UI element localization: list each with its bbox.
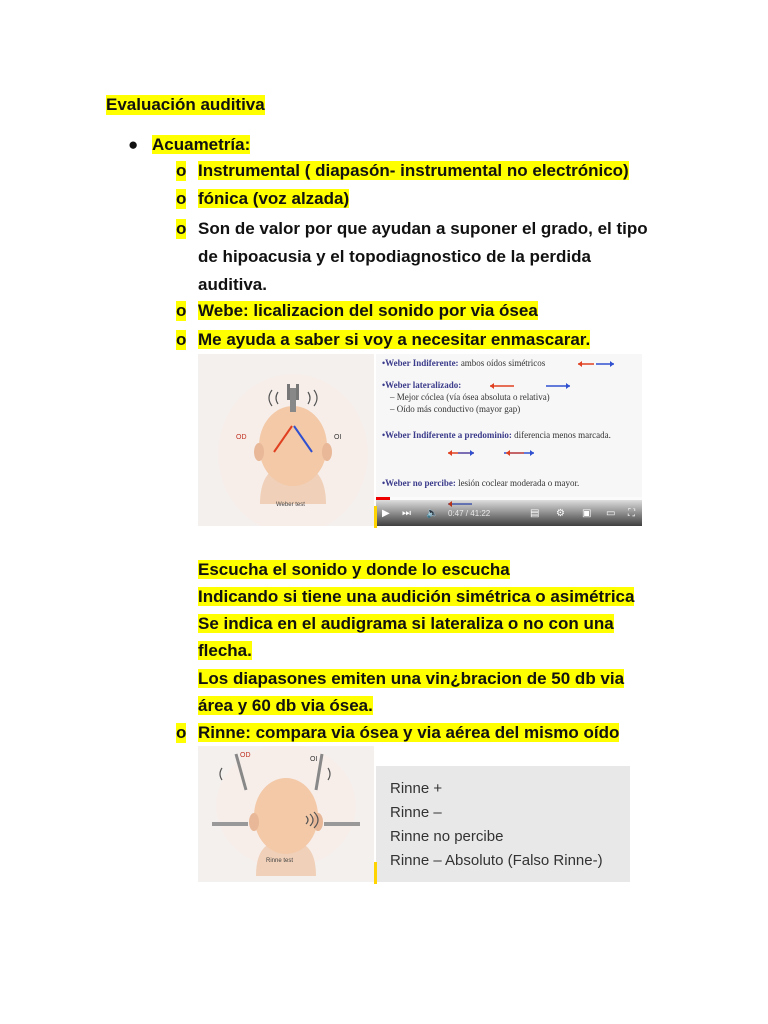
rinne-slide [376, 766, 630, 882]
od-label: OD [236, 434, 247, 441]
theater-icon[interactable]: ▭ [606, 508, 616, 519]
miniplayer-icon[interactable]: ▣ [582, 508, 592, 519]
note-line: Indicando si tiene una audición simétrica o asimétrica [198, 587, 635, 606]
slide-line: •Weber no percibe: lesión coclear moderada o mayor. [382, 478, 580, 488]
slide-subline: – Oído más conductivo (mayor gap) [390, 404, 521, 414]
sub-bullet-marker: o [176, 723, 187, 742]
head-illustration [198, 354, 374, 526]
note-line: Se indica en el audigrama si lateraliza o no con una [198, 614, 614, 633]
list-item: Son de valor por que ayudan a suponer el grado, el tipo [198, 219, 648, 238]
play-icon[interactable]: ▶ [382, 508, 390, 519]
list-item: Instrumental ( diapasón- instrumental no electrónico) [198, 161, 629, 180]
sub-bullet-marker: o [176, 330, 187, 349]
sub-bullet-marker: o [176, 301, 187, 320]
weber-test-illustration [198, 354, 374, 526]
note-line: flecha. [198, 641, 252, 660]
note-line: área y 60 db via ósea. [198, 696, 373, 715]
image-caption: Rinne test [266, 858, 294, 864]
arrow-icon [444, 448, 564, 458]
rinne-line: Rinne – Absoluto (Falso Rinne-) [390, 852, 603, 869]
od-label: OD [240, 752, 251, 759]
rinne-test-illustration [198, 746, 374, 882]
volume-icon[interactable]: 🔈 [426, 508, 439, 519]
video-time: 0:47 / 41:22 [448, 509, 491, 518]
subtitles-icon[interactable]: ▤ [530, 508, 540, 519]
video-controls [376, 500, 642, 526]
sub-bullet-marker: o [176, 161, 187, 180]
slide-line: •Weber Indiferente a predominio: diferencia menos marcada. [382, 430, 611, 440]
list-item-continuation: auditiva. [198, 275, 267, 294]
slide-line: •Weber lateralizado: [382, 380, 462, 390]
slide-line: •Weber Indiferente: ambos oídos simétricos [382, 358, 546, 368]
list-item-continuation: de hipoacusia y el topodiagnostico de la perdida [198, 247, 591, 266]
rinne-line: Rinne no percibe [390, 828, 504, 845]
weber-video-slide[interactable] [376, 354, 642, 526]
text-cursor [374, 506, 377, 528]
note-line: Los diapasones emiten una vin¿bracion de 50 db via [198, 669, 625, 688]
main-bullet-text: Acuametría: [152, 135, 251, 154]
oi-label: OI [334, 434, 342, 441]
oi-label: OI [310, 756, 318, 763]
arrow-icon [576, 360, 616, 368]
fullscreen-icon[interactable]: ⛶ [628, 508, 635, 519]
list-item: fónica (voz alzada) [198, 189, 350, 208]
list-item: Me ayuda a saber si voy a necesitar enmascarar. [198, 330, 591, 349]
bullet-dot: ● [128, 135, 139, 154]
list-item: Webe: licalizacion del sonido por via ósea [198, 301, 538, 320]
image-caption: Weber test [276, 502, 305, 508]
arrow-icon [488, 382, 578, 390]
rinne-line: Rinne + [390, 780, 443, 797]
slide-subline: – Mejor cóclea (vía ósea absoluta o relativa) [390, 392, 550, 402]
note-line: Escucha el sonido y donde lo escucha [198, 560, 510, 579]
next-icon[interactable]: ⏭ [402, 508, 411, 519]
list-item: Rinne: compara via ósea y via aérea del mismo oído [198, 723, 620, 742]
main-bullet-label [152, 135, 250, 155]
page-title: Evaluación auditiva [106, 95, 265, 114]
sub-bullet-marker: o [176, 219, 187, 238]
rinne-line: Rinne – [390, 804, 442, 821]
settings-icon[interactable]: ⚙ [556, 508, 565, 519]
sub-bullet-marker: o [176, 189, 187, 208]
text-cursor [374, 862, 377, 884]
